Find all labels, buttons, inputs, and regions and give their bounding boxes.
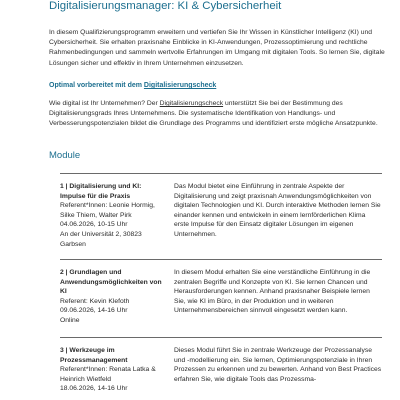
module-1-title: 1 | Digitalisierung und KI: Impulse für die Praxis	[60, 183, 142, 200]
module-2-title: 2 | Grundlagen und Anwendungsmöglichkeiten von KI	[60, 269, 162, 296]
section-title-module: Module	[49, 150, 81, 161]
module-1-details	[60, 182, 164, 249]
module-3-speakers: Referent*Innen: Renata Latka & Heinrich Wietfeld	[60, 366, 156, 383]
module-2-details	[60, 268, 164, 326]
module-2-description	[174, 268, 382, 316]
module-3-description-text: Dieses Modul führt Sie in zentrale Werkzeuge der Prozessanalyse und -modellierung ein. Sie lernen, Optimierungspotenziale in Ihren Prozessen zu erkennen und zu bewerten. Anhand von Best Practices erfahren Sie, wie digitale Tools das Prozessma-	[174, 347, 382, 383]
module-1-location: An der Universität 2, 30823 Garbsen	[60, 230, 142, 248]
check-text-after: unterstützt Sie bei der Bestimmung des Digitalisierungsgrads Ihres Unternehmens. Die systematische Identifikation von Handlungs- und Verbesserungspotenzialen bildet die Grundlage des Programms und identifiziert erste mögliche Ansatzpunkte.	[49, 100, 378, 128]
module-1-speakers: Referent*Innen: Leonie Hormig, Silke Thiem, Walter Pirk	[60, 202, 155, 219]
module-divider	[60, 259, 382, 260]
digitalisierungscheck-inline-link[interactable]: Digitalisierungscheck	[159, 100, 224, 107]
check-text	[49, 99, 394, 130]
module-divider	[60, 173, 382, 174]
module-3-description	[174, 346, 382, 384]
module-2-speakers: Referent: Kevin Klefoth	[60, 297, 130, 305]
intro-paragraph	[49, 28, 389, 69]
page-title: Digitalisierungsmanager: KI & Cybersicherheit	[49, 0, 282, 12]
intro-text: In diesem Qualifizierungsprogramm erweitern und vertiefen Sie Ihr Wissen in Künstlicher Intelligenz (KI) und Cybersicherheit. Sie erhalten praxisnahe Einblicke in KI-Anwendungen, Prozessoptimierung und rechtliche Rahmenbedingungen und sammeln wertvolle Erfahrungen im Umgang mit digitalen Tools. So lernen Sie, digitale Lösungen sicher und effektiv in Ihrem Unternehmen einzusetzen.	[49, 29, 385, 67]
module-2-location: Online	[60, 316, 80, 324]
module-3-details	[60, 346, 164, 394]
check-text-before: Wie digital ist Ihr Unternehmen? Der	[49, 100, 160, 107]
module-1-description	[174, 182, 382, 240]
module-2-description-text: In diesem Modul erhalten Sie eine verständliche Einführung in die zentralen Begriffe und Konzepte von KI. Sie lernen Chancen und Herausforderungen kennen. Anhand praxisnaher Beispiele lernen Sie, wie KI im Büro, in der Produktion und in weiteren Unternehmensbereichen sinnvoll eingesetzt werden kann.	[174, 269, 371, 315]
module-3-title: 3 | Werkzeuge im Prozessmanagement	[60, 347, 128, 364]
module-divider	[60, 337, 382, 338]
module-2-date: 09.06.2026, 14-16 Uhr	[60, 307, 128, 315]
module-1-description-text: Das Modul bietet eine Einführung in zentrale Aspekte der Digitalisierung und zeigt praxisnah Anwendungsmöglichkeiten von digitalen Technologien und KI. Durch interaktive Methoden lernen Sie einander kennen und entwickeln in einem lernförderlichen Klima erste Impulse für den Einsatz digitaler Lösungen im eigenen Unternehmen.	[174, 183, 381, 238]
digitalisierungscheck-link[interactable]: Digitalisierungscheck	[143, 82, 217, 89]
subheading	[49, 82, 216, 89]
check-paragraph	[49, 99, 394, 130]
module-1-date: 04.06.2026, 10-15 Uhr	[60, 221, 128, 229]
subheading-prefix: Optimal vorbereitet mit dem	[49, 82, 144, 89]
module-3-date: 18.06.2026, 14-16 Uhr	[60, 385, 128, 393]
